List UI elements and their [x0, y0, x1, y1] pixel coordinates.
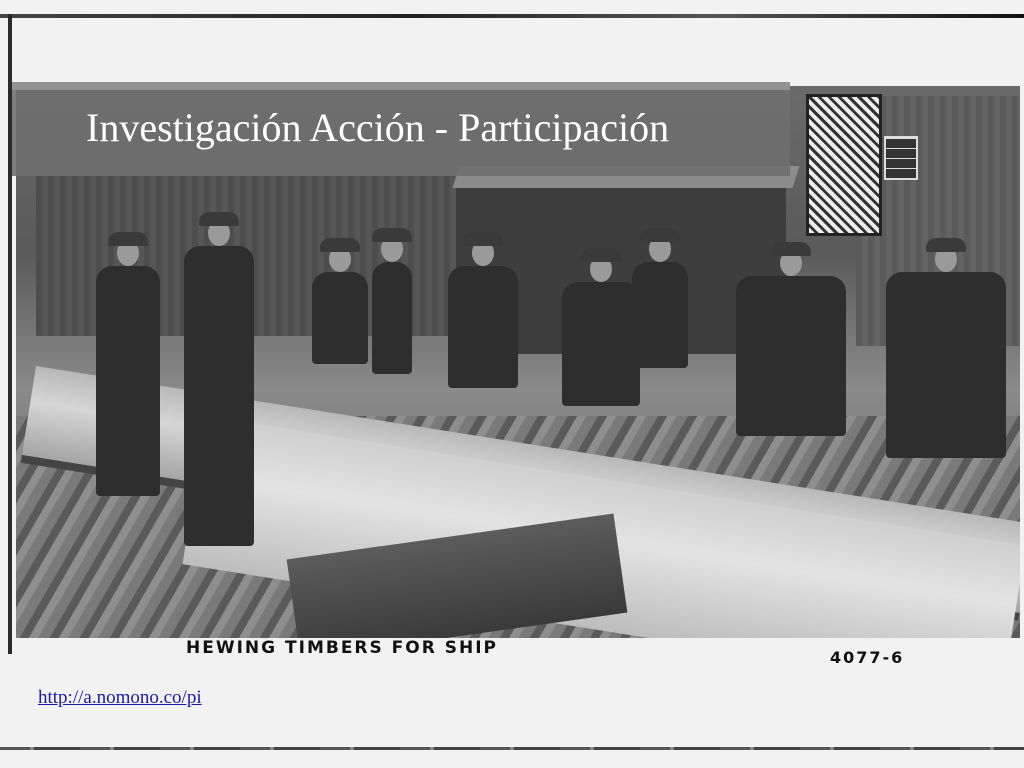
- reference-link[interactable]: http://a.nomono.co/pi: [38, 687, 202, 708]
- worker-figure: [562, 282, 640, 406]
- photo-caption: HEWING TIMBERS FOR SHIP: [186, 638, 499, 658]
- decorative-banner: [806, 94, 882, 236]
- worker-figure: [312, 272, 368, 364]
- worker-figure: [632, 262, 688, 368]
- worker-figure: [736, 276, 846, 436]
- worker-figure: [372, 262, 412, 374]
- worker-figure: [448, 266, 518, 388]
- scan-border-top: [0, 14, 1024, 18]
- scan-border-bottom: [0, 747, 1024, 750]
- slide-title: Investigación Acción - Participación: [86, 105, 670, 150]
- worker-figure: [96, 266, 160, 496]
- worker-figure: [184, 246, 254, 546]
- title-bar-highlight: [12, 82, 790, 90]
- photo-plate-number: 4077-6: [830, 648, 905, 667]
- worker-figure: [886, 272, 1006, 458]
- barn-window: [884, 136, 918, 180]
